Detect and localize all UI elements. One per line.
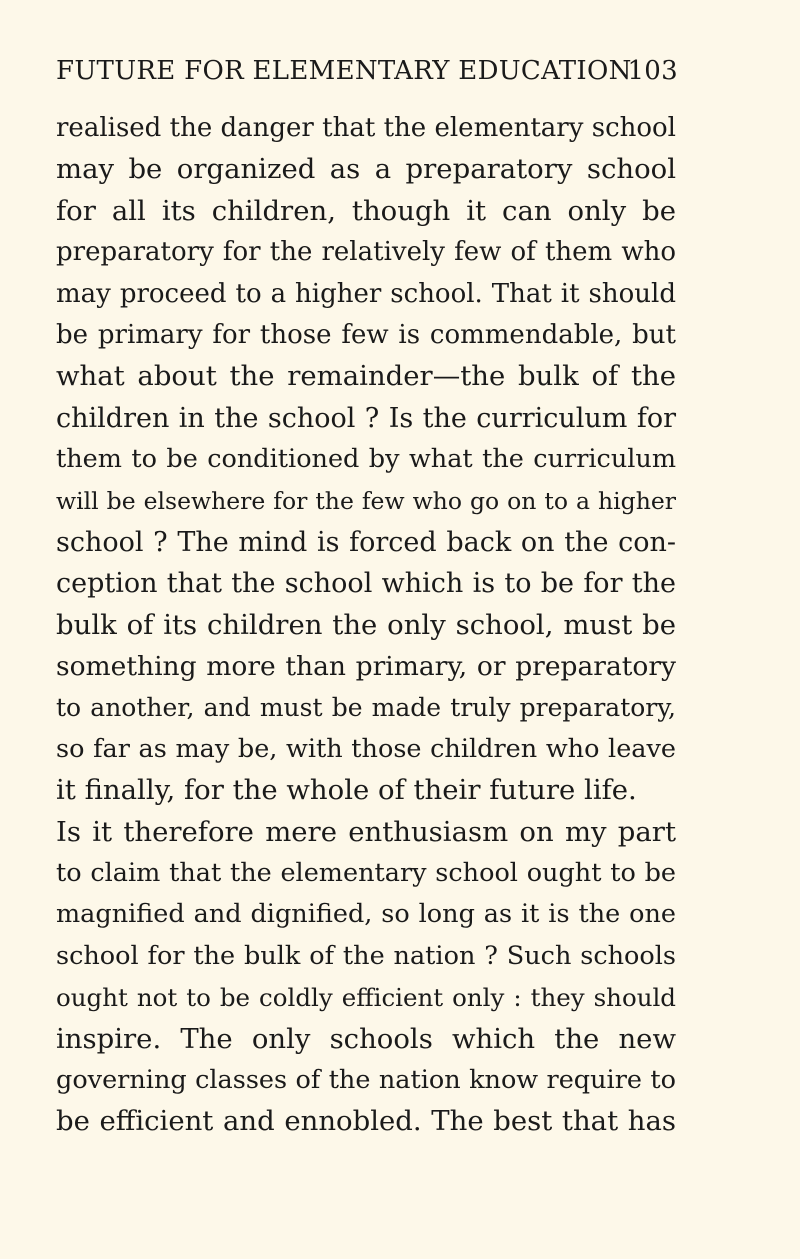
body-text [56,108,676,1143]
text-line: be primary for those few is commendable, but [56,319,676,350]
text-line: Is it therefore mere enthusiasm on my part [56,815,676,848]
text-line: children in the school ? Is the curriculum for [56,402,676,434]
text-line: will be elsewhere for the few who go on to a higher [56,486,676,515]
text-line: what about the remainder—the bulk of the [56,360,676,393]
text-line: governing classes of the nation know require to [56,1064,676,1095]
text-line: to another, and must be made truly preparatory, [56,693,676,723]
text-line: for all its children, though it can only be [56,194,676,227]
text-line: so far as may be, with those children who leave [56,733,676,764]
text-line: something more than primary, or preparatory [56,651,676,683]
running-head-title: FUTURE FOR ELEMENTARY EDUCATION [56,56,632,86]
text-line: ought not to be coldly efficient only : they should [56,983,676,1013]
text-line: be efficient and ennobled. The best that has [56,1105,676,1138]
text-line: may proceed to a higher school. That it should [56,278,676,309]
text-line: school ? The mind is forced back on the con- [56,526,676,558]
text-line: preparatory for the relatively few of them who [56,237,676,268]
text-line: may be organized as a preparatory school [56,153,676,186]
text-line: school for the bulk of the nation ? Such schools [56,940,676,971]
running-head [56,56,676,86]
text-line: bulk of its children the only school, must be [56,608,676,641]
text-line: magnified and dignified, so long as it is the one [56,899,676,930]
text-line: inspire. The only schools which the new [56,1022,676,1055]
text-line: realised the danger that the elementary school [56,113,676,143]
page-number: 103 [627,56,678,86]
text-line: them to be conditioned by what the curriculum [56,444,676,475]
text-line: it finally, for the whole of their future life. [56,774,637,807]
text-line: to claim that the elementary school ought to be [56,858,676,889]
text-line: ception that the school which is to be for the [56,568,676,600]
